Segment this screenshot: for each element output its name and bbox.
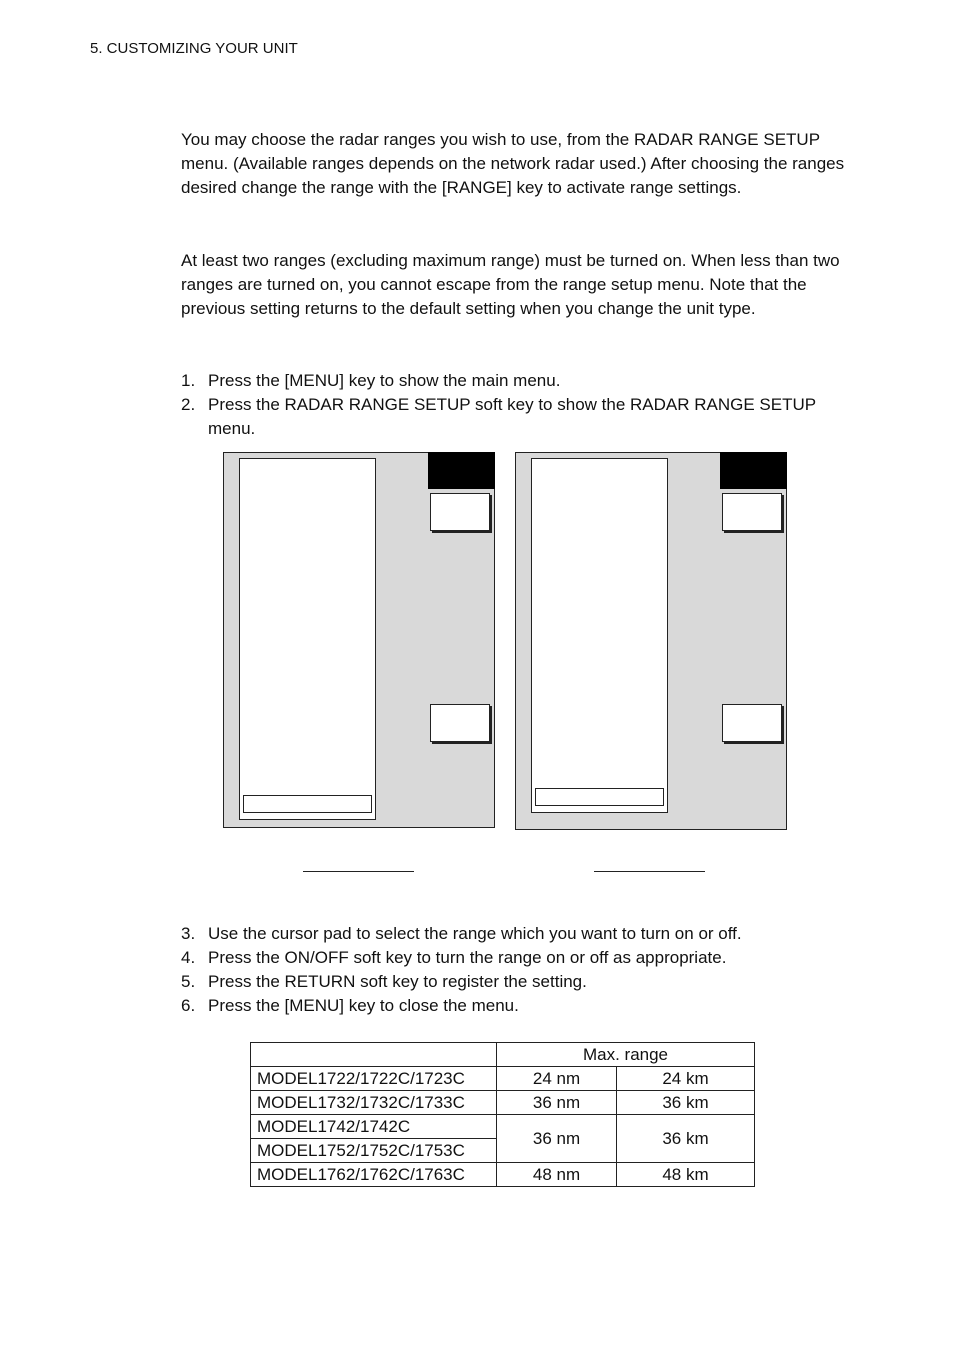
intro-paragraph: You may choose the radar ranges you wish to use, from the RADAR RANGE SETUP menu. (Available ranges depends on the network radar used.) After choosing the ranges desired change the range with the [RANGE] key to activate range settings. [181,130,845,197]
table-cell-model: MODEL1762/1762C/1763C [251,1163,497,1187]
step-number: 2. [181,395,196,414]
table-header-max-range: Max. range [497,1043,755,1067]
radar-range-menu-screen-nm [223,452,495,828]
table-cell-km: 36 km [617,1115,755,1163]
range-list [531,458,668,813]
table-cell-model: MODEL1722/1722C/1723C [251,1067,497,1091]
return-soft-key [430,704,490,742]
table-cell-nm: 24 nm [497,1067,617,1091]
table-row [251,1115,755,1139]
step-item [181,922,846,946]
page-header: 5. CUSTOMIZING YOUR UNIT [90,40,298,57]
step-text: Press the ON/OFF soft key to turn the range on or off as appropriate. [208,948,727,967]
screen-title-bar [428,452,495,489]
table-row [251,1163,755,1187]
step-text: Use the cursor pad to select the range which you want to turn on or off. [208,924,742,943]
table-cell-km: 24 km [617,1067,755,1091]
table-cell-model: MODEL1732/1732C/1733C [251,1091,497,1115]
table-cell-nm: 48 nm [497,1163,617,1187]
on-off-soft-key [722,493,782,531]
table-row [251,1091,755,1115]
on-off-soft-key [430,493,490,531]
step-item [181,946,846,970]
note-paragraph: At least two ranges (excluding maximum range) must be turned on. When less than two ranges are turned on, you cannot escape from the range setup menu. Note that the previous setting returns to the default setting when you change the unit type. [181,251,840,318]
steps-list-first [181,369,846,441]
step-number: 4. [181,948,196,967]
table-cell-nm: 36 nm [497,1091,617,1115]
table-cell-km: 48 km [617,1163,755,1187]
steps-list-second [181,922,846,1018]
step-item [181,994,846,1018]
step-item [181,369,846,393]
step-number: 5. [181,972,196,991]
caption-line-right [594,871,705,872]
step-text: Press the [MENU] key to close the menu. [208,996,519,1015]
table-cell-model: MODEL1742/1742C [251,1115,497,1139]
step-item [181,393,846,441]
caption-line-left [303,871,414,872]
range-list-slot [535,788,664,806]
step-text: Press the [MENU] key to show the main menu. [208,371,561,390]
max-range-table [250,1042,755,1187]
step-text: Press the RETURN soft key to register the setting. [208,972,587,991]
step-item [181,970,846,994]
screen-title-bar [720,452,787,489]
table-cell-km: 36 km [617,1091,755,1115]
table-header-row [251,1043,755,1067]
radar-range-menu-screen-km [515,452,787,830]
step-text: Press the RADAR RANGE SETUP soft key to show the RADAR RANGE SETUP menu. [208,395,816,438]
step-number: 6. [181,996,196,1015]
return-soft-key [722,704,782,742]
table-cell-model: MODEL1752/1752C/1753C [251,1139,497,1163]
step-number: 1. [181,371,196,390]
table-cell-nm: 36 nm [497,1115,617,1163]
range-list-slot [243,795,372,813]
table-row [251,1067,755,1091]
table-header-model [251,1043,497,1067]
range-list [239,458,376,820]
step-number: 3. [181,924,196,943]
